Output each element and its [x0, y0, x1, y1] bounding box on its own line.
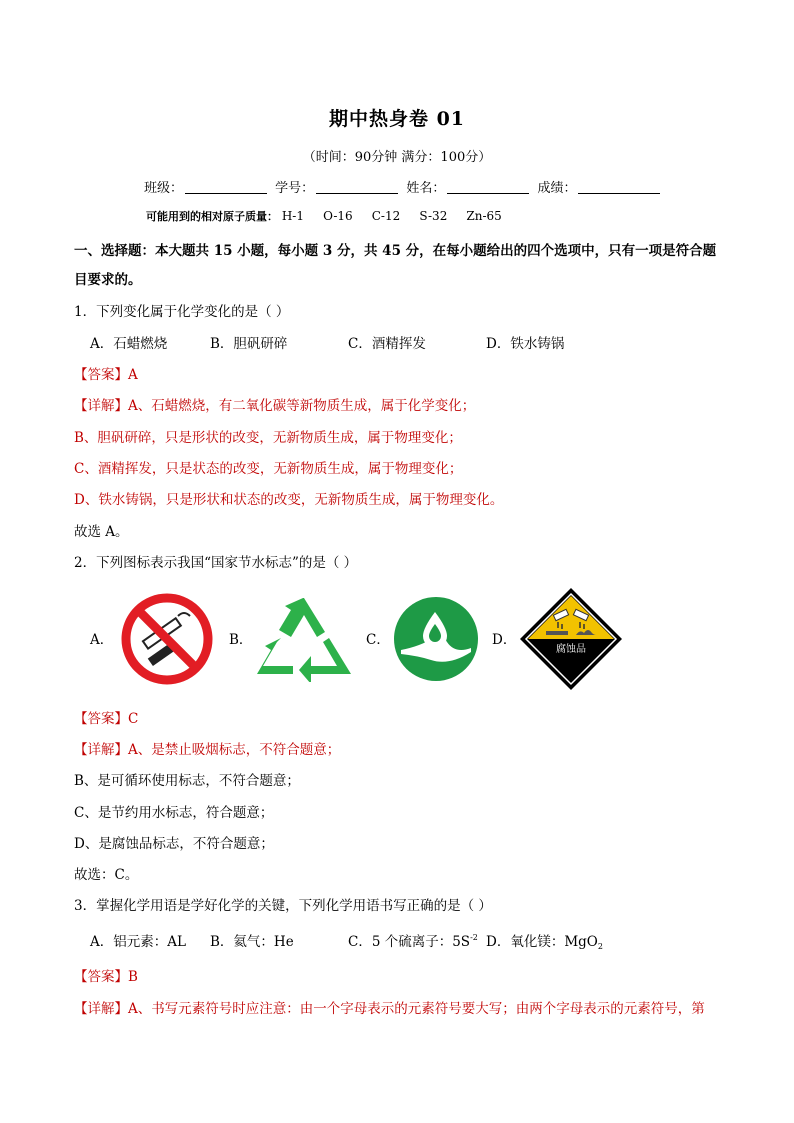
page-title: 期中热身卷 01: [328, 108, 466, 130]
q3-detail-a: 【详解】A、书写元素符号时应注意：由一个字母表示的元素符号要大写；由两个字母表示的元素符号，第: [74, 1001, 705, 1017]
mass-s: S-32: [419, 209, 448, 223]
q1-option-d: D．铁水铸锅: [486, 336, 565, 352]
id-label: 学号：: [275, 181, 315, 196]
recycle-icon: [255, 594, 353, 682]
mass-o: O-16: [323, 209, 353, 223]
no-smoking-icon: [120, 592, 214, 686]
q1-detail-c: C、酒精挥发，只是状态的改变，无新物质生成，属于物理变化；: [74, 461, 463, 477]
answer-tag: 【答案】: [74, 969, 128, 985]
q3-option-c: C．5 个硫离子：$5S^{-2}$: [348, 933, 478, 950]
name-blank[interactable]: [447, 181, 529, 194]
q2-label-a: A．: [90, 632, 114, 648]
q2-detail-a: 【详解】A、是禁止吸烟标志，不符合题意；: [74, 742, 341, 758]
q2-stem: 2．下列图标表示我国“国家节水标志”的是（ ）: [74, 555, 358, 571]
answer-value: A: [128, 367, 138, 383]
water-saving-icon: [393, 596, 479, 682]
q3-option-a: A．铝元素：AL: [90, 934, 186, 950]
q2-conclusion: 故选：C。: [74, 867, 139, 883]
q2-detail-d: D、是腐蚀品标志，不符合题意；: [74, 836, 274, 852]
class-label: 班级：: [144, 181, 184, 196]
atomic-masses-label: 可能用到的相对原子质量：: [146, 210, 278, 223]
q2-detail-c: C、是节约用水标志，符合题意；: [74, 805, 274, 821]
student-info-line: [144, 177, 664, 196]
q1-option-a: A．石蜡燃烧: [90, 336, 168, 352]
detail-tag: 【详解】: [74, 742, 128, 758]
q2-label-b: B．: [229, 632, 253, 648]
mass-h: H-1: [281, 209, 304, 223]
score-blank[interactable]: [578, 181, 660, 194]
exam-time-info: （时间：90分钟 满分：100分）: [302, 150, 492, 165]
q2-answer: [74, 707, 138, 727]
answer-value: B: [128, 969, 138, 985]
q3-stem: 3．掌握化学用语是学好化学的关键，下列化学用语书写正确的是（ ）: [74, 898, 492, 914]
q3-answer: [74, 965, 138, 985]
q1-answer: [74, 363, 138, 383]
q3-option-b: B．氦气：He: [210, 934, 294, 950]
atomic-masses-line: [146, 208, 502, 224]
answer-value: C: [128, 711, 139, 727]
corrosive-hazard-icon: [518, 586, 624, 692]
q1-option-c: C．酒精挥发: [348, 336, 426, 352]
detail-tag: 【详解】: [74, 398, 128, 414]
q1-conclusion: 故选 A。: [74, 524, 129, 540]
score-label: 成绩：: [537, 181, 577, 196]
mass-zn: Zn-65: [466, 209, 502, 223]
class-blank[interactable]: [185, 181, 267, 194]
mass-c: C-12: [371, 209, 401, 223]
q1-detail-b: B、胆矾研碎，只是形状的改变，无新物质生成，属于物理变化；: [74, 430, 462, 446]
q1-detail-d: D、铁水铸锅，只是形状和状态的改变，无新物质生成，属于物理变化。: [74, 492, 504, 508]
name-label: 姓名：: [406, 181, 446, 196]
q2-label-c: C．: [366, 632, 390, 648]
id-blank[interactable]: [316, 181, 398, 194]
answer-tag: 【答案】: [74, 711, 128, 727]
q1-stem: 1．下列变化属于化学变化的是（ ）: [74, 304, 290, 320]
corrosive-label: 腐蚀品: [556, 644, 586, 655]
q1-option-b: B．胆矾研碎: [210, 336, 288, 352]
q1-detail-a: 【详解】A、石蜡燃烧，有二氧化碳等新物质生成，属于化学变化；: [74, 398, 476, 414]
answer-tag: 【答案】: [74, 367, 128, 383]
q2-detail-b: B、是可循环使用标志，不符合题意；: [74, 773, 300, 789]
section-heading-cont: 目要求的。: [74, 272, 142, 288]
section-heading: 一、选择题：本大题共 15 小题，每小题 3 分，共 45 分，在每小题给出的四个选项中，只有一项是符合题: [74, 243, 717, 259]
detail-tag: 【详解】: [74, 1001, 128, 1017]
q3-option-d: D．氧化镁：MgO$_2$: [486, 934, 603, 951]
q2-label-d: D．: [492, 632, 517, 648]
